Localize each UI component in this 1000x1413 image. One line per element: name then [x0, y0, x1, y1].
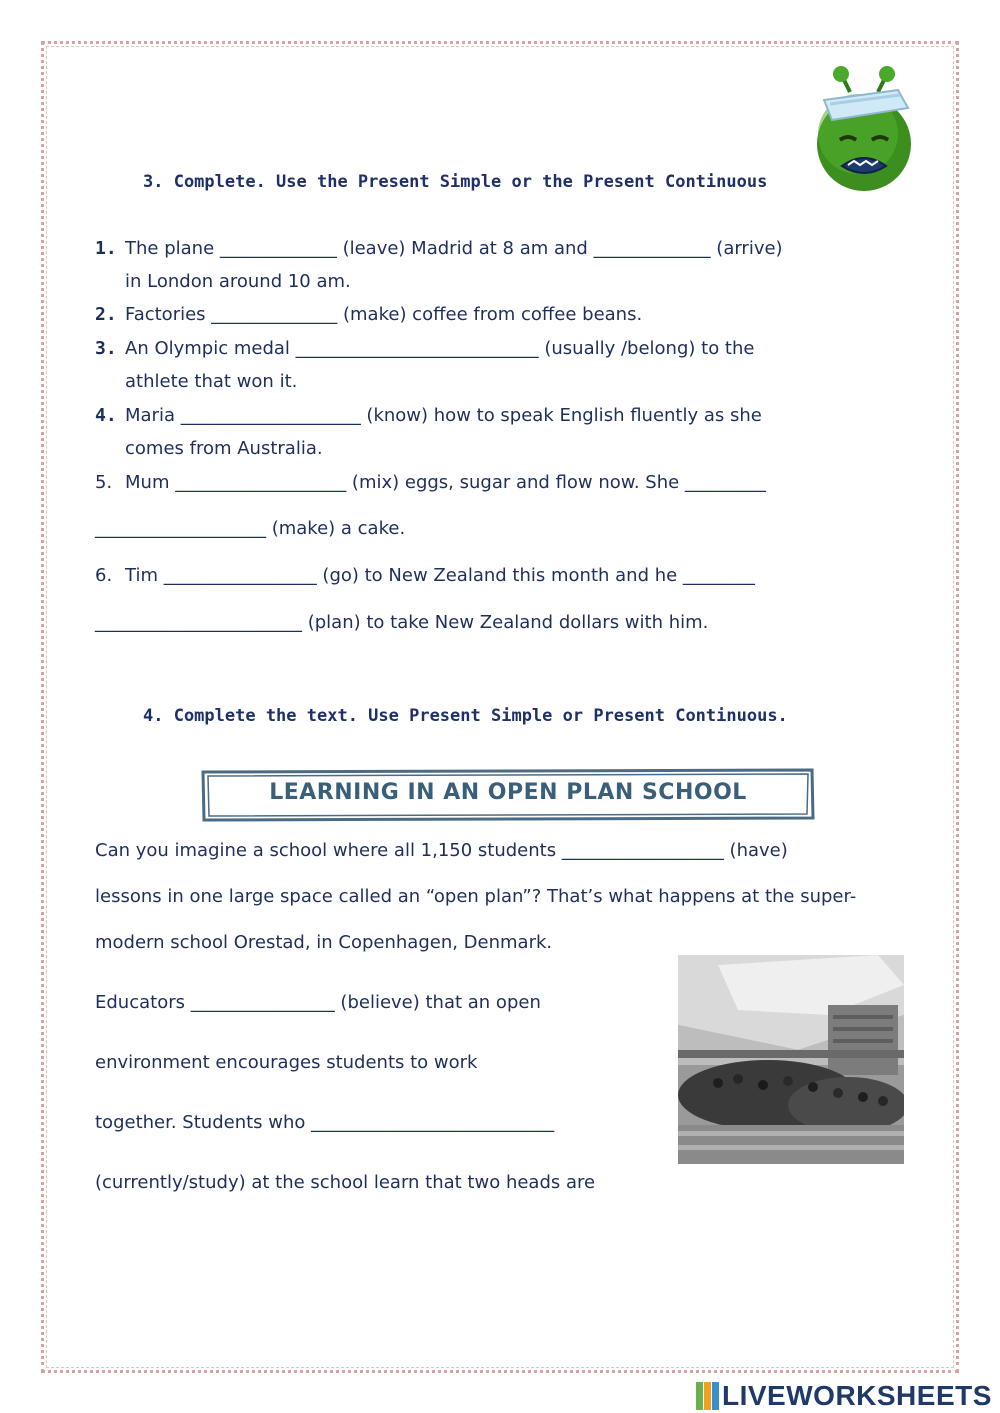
item-text: Factories ______________ (make) coffee from coffee beans.: [125, 304, 643, 325]
paragraph-line: Educators ________________ (believe) that an open: [95, 992, 541, 1013]
item-number: 5.: [95, 472, 113, 493]
list-item: [95, 238, 783, 259]
paragraph-line: lessons in one large space called an “open plan”? That’s what happens at the super-: [95, 886, 857, 907]
list-item: [95, 565, 755, 586]
open-plan-classroom-photo: [678, 955, 904, 1164]
item-continuation: comes from Australia.: [125, 438, 323, 459]
liveworksheets-logo-icon: [696, 1382, 720, 1410]
item-number: 6.: [95, 565, 113, 586]
item-continuation: athlete that won it.: [125, 371, 298, 392]
item-text: Maria ____________________ (know) how to speak English fluently as she: [125, 405, 762, 426]
item-number: 3.: [95, 338, 117, 359]
paragraph-line: modern school Orestad, in Copenhagen, Denmark.: [95, 932, 553, 953]
list-item: [95, 472, 766, 493]
exercise-3-heading: 3. Complete. Use the Present Simple or the Present Continuous: [143, 172, 768, 192]
item-text: Mum ___________________ (mix) eggs, sugar and flow now. She _________: [125, 472, 766, 493]
item-number: 4.: [95, 405, 117, 426]
paragraph-line: (currently/study) at the school learn that two heads are: [95, 1172, 596, 1193]
paragraph-line: Can you imagine a school where all 1,150 students __________________ (have): [95, 840, 788, 861]
exercise-4-heading: 4. Complete the text. Use Present Simple or Present Continuous.: [143, 706, 788, 726]
list-item: [95, 304, 642, 325]
item-text: The plane _____________ (leave) Madrid at 8 am and _____________ (arrive): [125, 238, 783, 259]
paragraph-line: environment encourages students to work: [95, 1052, 478, 1073]
list-item: [95, 405, 762, 426]
item-number: 2.: [95, 304, 117, 325]
brand-name: LIVEWORKSHEETS: [722, 1380, 992, 1411]
item-continuation: _______________________ (plan) to take New Zealand dollars with him.: [95, 612, 709, 633]
footer-brand: [696, 1378, 996, 1412]
banner-title: LEARNING IN AN OPEN PLAN SCHOOL: [269, 780, 747, 805]
title-banner: [200, 768, 816, 822]
item-continuation: in London around 10 am.: [125, 271, 351, 292]
list-item: [95, 338, 754, 359]
item-continuation: ___________________ (make) a cake.: [95, 518, 406, 539]
sick-alien-emoji-icon: [812, 62, 916, 198]
item-text: An Olympic medal ___________________________ (usually /belong) to the: [125, 338, 755, 359]
paragraph-line: together. Students who ___________________________: [95, 1112, 555, 1133]
item-text: Tim _________________ (go) to New Zealand this month and he ________: [125, 565, 755, 586]
item-number: 1.: [95, 238, 117, 259]
